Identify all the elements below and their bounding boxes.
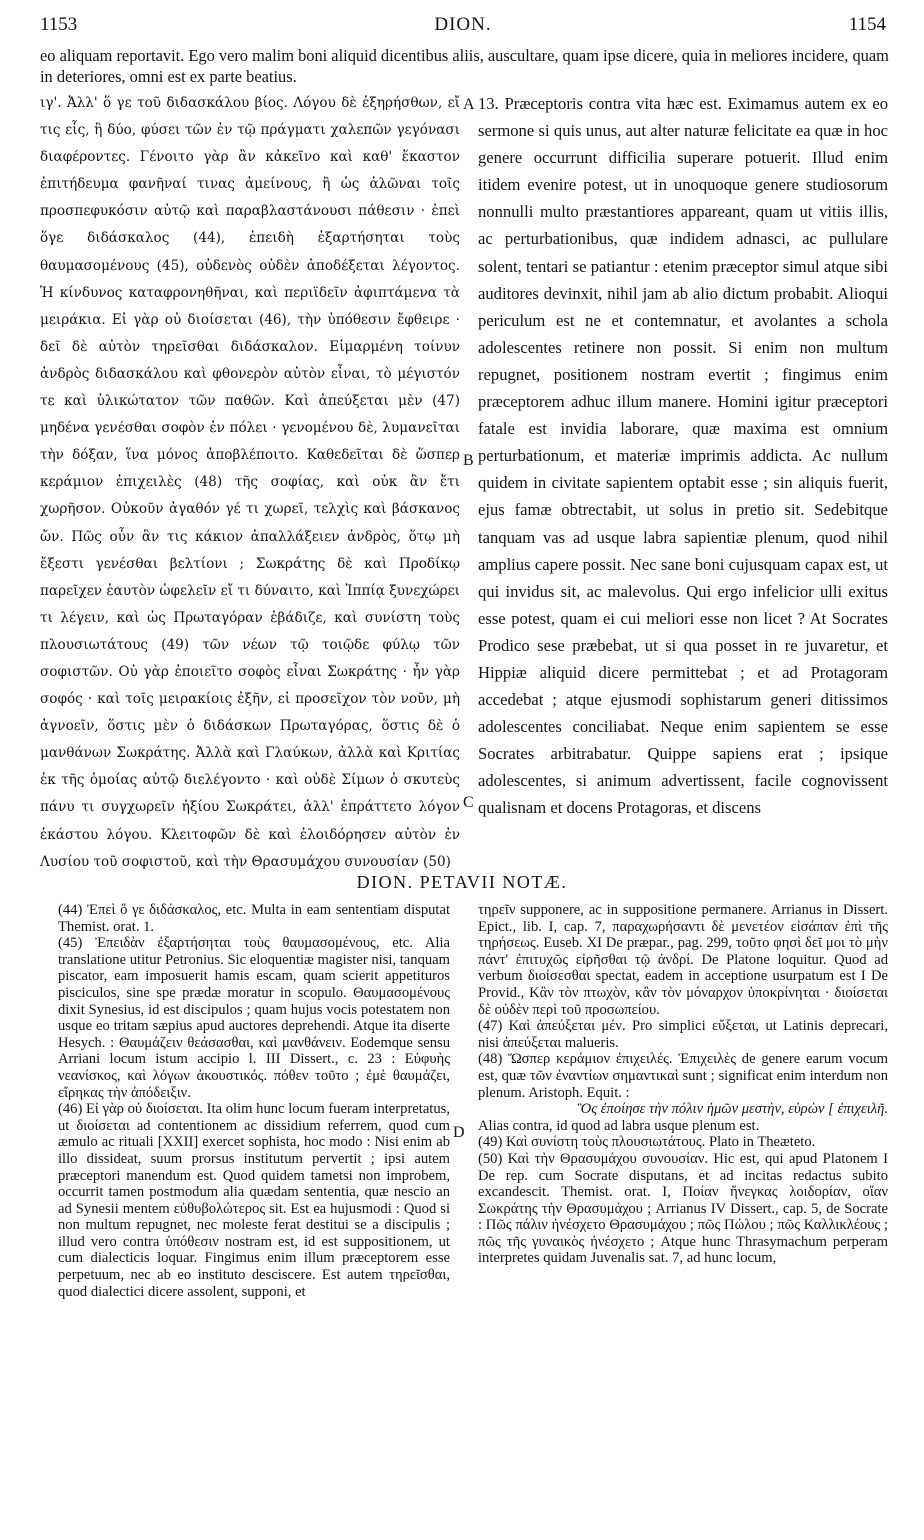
note-48: (48) Ὥσπερ κεράμιον ἐπιχειλές. Ἐπιχειλὲς de genere earum vocum est, quæ τῶν ἐναντίων σημαντικαὶ sunt ; significat enim interdum non plenum. Aristoph. Equit. : [478, 1051, 888, 1101]
note-45: (45) Ἐπειδὰν ἐξαρτήσηται τοὺς θαυμασομένους, etc. Alia translatione utitur Petronius. Sic eloquentiæ magister nisi, tanquam piscator, eam imposuerit hamis escam, quam scierit appetituros pisciculos, sine spe prædæ moratur in scopulo. Θαυμασομένους dixit Synesius, id est discipulos ; quam hujus vocis potestatem non usque eo tritam sæpius apud auctores deprehendi. Atque ita diserte Hesych. : Θαυμάζειν θεάσασθαι, καὶ μανθάνειν. Eodemque sensu Arriani locum istum accipio l. III Dissert., c. 23 : Εὐφυὴς νεανίσκος, καὶ λόγων ἀκουστικός. πόθεν τοῦτο ; ἐμὲ θαυμάζει, εἴρηκας τὴν ἀπόδειξιν. [58, 935, 450, 1101]
running-head [40, 14, 886, 40]
page-number-left: 1153 [40, 14, 78, 35]
margin-marker-a: A [463, 96, 475, 113]
latin-paragraph: 13. Præceptoris contra vita hæc est. Eximamus autem ex eo sermone si quis unus, aut alter naturæ felicitate ea quæ in hoc genere occurrunt difficilia superare potuerit. Illud enim itidem evenire potest, ut in unoquoque genere studiosorum nonnulli multo præstantiores appareant, quam ut vitiis illis, ac perturbationibus, quæ indidem adnasci, ac pullulare solent, tentari se patiantur : etenim præceptor simul atque sibi auditores devinxit, nihil jam ab alio dictum probabit. Alioqui periculum est ne et contemnatur, et avolantes a schola adolescentes retinere non possit. Si enim non multum repugnet, positionem nostram evertit ; fingimus enim præceptorem adhuc illum manere. Homini igitur præceptori fatale est invidia laborare, quæ maxima est omnium perturbationum, et materiæ imprimis addicta. Ac nullum quidem in civitate sapientem optabit esse ; sin aliquis fuerit, ejus famæ obtrectabit, ut solus in pretio sit. Sedebitque tanquam vas ad usque labra sapientiæ plenum, quod nihil amplius capere possit. Nec sane boni cujusquam capax est, ut qui invidus sit, ac malevolus. Qui ergo infelicior ulli exitus esse potest, quam ei cui meliori esse non licet ? At Socrates Prodico sese præbebat, ut si qua posset in re juvaretur, et Hippiæ aliquid dicere permittebat ; et ad Protagoram accedebat ; atque ejusmodi sophistarum generi ditissimos adolescentes conciliabat. Neque enim sapientem se esse Socrates arbitrabatur. Quippe sapiens erat ; ipsique adolescentes, si animum advertissent, facile cognovissent qualisnam et docens Protagoras, et discens [478, 94, 888, 818]
margin-marker-d: D [453, 1124, 465, 1141]
notes-right-column [478, 902, 888, 1267]
greek-paragraph: ιγ'. Ἀλλ' ὅ γε τοῦ διδασκάλου βίος. Λόγου δὲ ἐξηρήσθων, εἴ τις εἷς, ἢ δύο, φύσει τῶν ἐν τῷ πράγματι χαλεπῶν γεγόνασι διαφέροντες. Γένοιτο γὰρ ἂν κἀκεῖνο καὶ καθ' ἕκαστον ἐπιτήδευμα φανῆναί τινας ἀμείνους, ἢ ὡς ἁλῶναι τοῖς προσπεφυκόσιν αὐτῷ καὶ παραβλαστάνουσι πάθεσιν · ἐπεὶ ὅγε διδάσκαλος (44), ἐπειδὴ ἐξαρτήσηται τοὺς θαυμασομένους (45), οὐδενὸς οὐδὲν ἀποδέξεται λέγοντος. Ἡ κίνδυνος καταφρονηθῆναι, καὶ περιϊδεῖν ἀφιπτάμενα τὰ μειράκια. Εἰ γὰρ οὐ διοίσεται (46), τὴν ὑπόθεσιν ἔφθειρε · δεῖ δὲ αὐτὸν τηρεῖσθαι διδάσκαλον. Εἱμαρμένη τοίνυν ἀνδρὸς διδασκάλου καὶ φθονερὸν αὐτὸν εἶναι, τὸ μέγιστόν τε καὶ ὑλικώτατον τῶν παθῶν. Καὶ ἀπεύξεται μὲν (47) μηδένα γενέσθαι σοφὸν ἐν πόλει · γενομένου δὲ, λυμανεῖται τὴν δόξαν, ἵνα μόνος ἀποβλέποιτο. Καθεδεῖται δὲ ὥσπερ κεράμιον ἐπιχειλὲς (48) τῆς σοφίας, καὶ οὐκ ἂν ἔτι χωρῆσον. Οὐκοῦν ἀγαθόν γέ τι χωρεῖ, τελχὶς καὶ βάσκανος ὤν. Πῶς οὖν ἂν τις κάκιον ἀπαλλάξειεν ἀνδρὸς, ὅτῳ μὴ ἔξεστι γενέσθαι βελτίονι ; Σωκράτης δὲ καὶ Προδίκῳ παρεῖχεν ἑαυτὸν ὠφελεῖν εἴ τι δύναιτο, καὶ Ἱππίᾳ ξυνεχώρει τι λέγειν, καὶ ὡς Πρωταγόραν ἐβάδιζε, καὶ συνίστη τοὺς πλουσιωτάτους (49) τῶν νέων τῷ τοιῷδε φύλῳ τῶν σοφιστῶν. Οὐ γὰρ ἐποιεῖτο σοφὸς εἶναι Σωκράτης · ἦν γὰρ σοφός · καὶ τοῖς μειρακίοις ἐξῆν, εἰ προσεῖχον τὸν νοῦν, μὴ ἀγνοεῖν, ὅστις μὲν ὁ διδάσκων Πρωταγόρας, ὅστις δὲ ὁ μανθάνων Σωκράτης. Ἀλλὰ καὶ Γλαύκων, ἀλλὰ καὶ Κριτίας ἐκ τῆς ὁμοίας αὐτῷ διελέγοντο · καὶ οὐδὲ Σίμων ὁ σκυτεὺς πάνυ τι συγχωρεῖν ἠξίου Σωκράτει, ἀλλ' ἐπράττετο λόγον ἑκάστου λόγου. Κλειτοφῶν δὲ καὶ ἐλοιδόρησεν αὐτὸν ἐν Λυσίου τοῦ σοφιστοῦ, καὶ τὴν Θρασυμάχου συνουσίαν (50) [40, 95, 460, 870]
note-50: (50) Καὶ τὴν Θρασυμάχου συνουσίαν. Hic est, qui apud Platonem I De rep. cum Socrate disputans, et ad incitas redactus subito excandescit. Themist. orat. I, Ποίαν ἤνεγκας λοιδορίαν, οἵαν Σωκράτης τὴν Θρασυμάχου ; Arrianus IV Dissert., cap. 5, de Socrate : Πῶς πάλιν ἠνέσχετο Θρασυμάχου ; πῶς Πώλου ; πῶς Καλλικλέους ; πῶς τῆς γυναικὸς ἠνέσχετο ; Atque hunc Thrasymachum perperam interpretes quidam Juvenalis sat. 7, ad hunc locum, [478, 1150, 888, 1267]
greek-column [40, 90, 460, 876]
note-49: (49) Καὶ συνίστη τοὺς πλουσιωτάτους. Plato in Theæteto. [478, 1134, 816, 1151]
notes-title: DION. PETAVII NOTÆ. [356, 872, 568, 892]
note-48-quote: Ὃς ἐποίησε τὴν πόλιν ἡμῶν μεστὴν, εὑρὼν [ ἐπιχειλῆ. [577, 1101, 888, 1118]
note-44: (44) Ἐπεὶ ὅ γε διδάσκαλος, etc. Multa in eam sententiam disputat Themist. orat. 1. [58, 902, 450, 935]
intro-paragraph: eo aliquam reportavit. Ego vero malim boni aliquid dicentibus aliis, auscultare, quam ipse dicere, quia in meliores incidere, quam in deteriores, omni est ex parte beatius. [40, 46, 889, 86]
page-number-right: 1154 [848, 14, 886, 35]
note-48-continued: Alias contra, id quod ad labra usque plenum est. [478, 1117, 760, 1134]
margin-marker-c: C [463, 794, 474, 811]
note-47: (47) Καὶ ἀπεύξεται μέν. Pro simplici εὔξεται, ut Latinis deprecari, nisi ἀπεύξεται malueris. [478, 1018, 888, 1051]
note-46-continued: τηρεῖν supponere, ac in suppositione permanere. Arrianus in Dissert. Epict., lib. I, cap. 7, παραχωρήσαντι δὲ μενετέον εἰσάπαν ἐπὶ τῆς τηρήσεως. Euseb. XI De præpar., pag. 299, τοῦτο φησὶ δεῖ μοι τὸ μὴν πάντ' ἐπιτυχῶς εἰρῆσθαι τῷ ἀνδρί. De Platone loquitur. Quod ad verbum διοίσεσθαι spectat, eadem in acceptione usurpatum est I De Provid., Κἂν τὸν πτωχὸν, κἂν τὸν μόναρχον ὑποκρίνηται · διοίσεται δὲ οὐδὲν περὶ τοῦ προσωπείου. [478, 902, 888, 1018]
latin-column [478, 90, 888, 822]
running-title: DION. [434, 14, 492, 35]
note-46: (46) Εἰ γὰρ οὐ διοίσεται. Ita olim hunc locum fueram interpretatus, ut διοίσεται ad contentionem ac dissidium referrem, quod cum æmulo ac rituali [XXII] exercet sophista, hoc modo : Nisi enim ab illo dissideat, suum prorsus institutum pervertit ; ipsi autem præceptori manendum est. Quod quidem tametsi non improbem, occurrit tamen postmodum alia quædam sententia, quæ nescio an ad Synesii mentem εὐθυβολώτερος sit. Est ea hujusmodi : Quod si non multum repugnet, nec moleste ferat destitui se a discipulis ; illud vero contra ὑπόθεσιν nostram est, id est suppositionem, ut cum dialecticis loquar. Fingimus enim illum præceptorem esse perpetuum, nec ab eo instituto desciscere. Est autem τηρεῖσθαι, quod dialectici dicere assolent, supponi, et [58, 1101, 450, 1300]
notes-left-column [58, 902, 450, 1300]
margin-marker-b: B [463, 452, 474, 469]
